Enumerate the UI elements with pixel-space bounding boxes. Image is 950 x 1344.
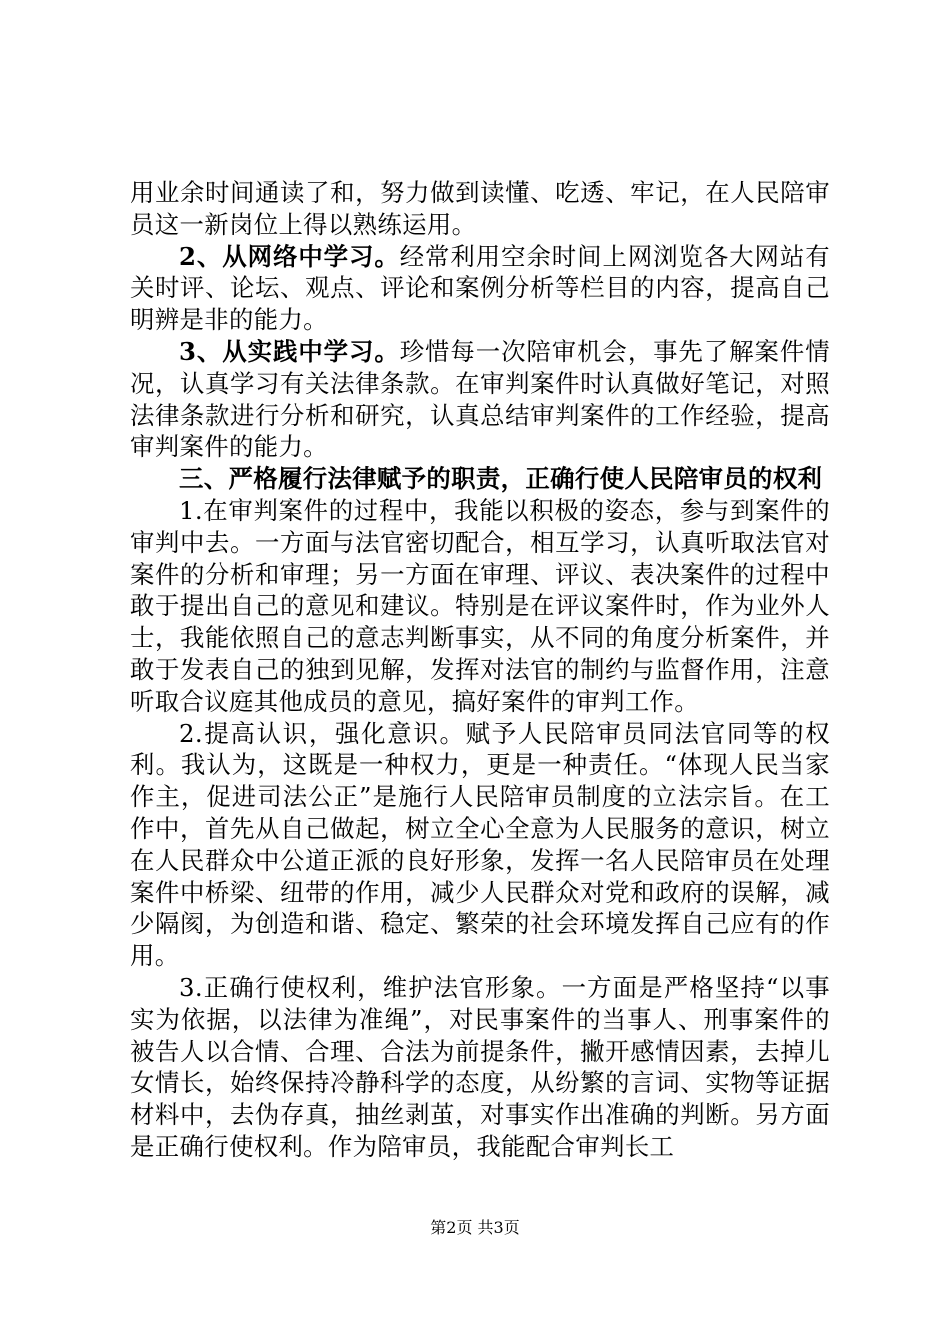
paragraph-learn-from-network (130, 241, 830, 336)
page-number-label: 第2页 共3页 (430, 1218, 520, 1237)
section-heading-three: 三、严格履行法律赋予的职责，正确行使人民陪审员的权利 (179, 464, 823, 494)
page-footer (0, 1215, 950, 1238)
paragraph-learn-from-practice (130, 336, 830, 463)
paragraph-item-3: 3.正确行使权利，维护法官形象。一方面是严格坚持“以事实为依据，以法律为准绳”，对民事案件的当事人、刑事案件的被告人以合情、合理、合法为前提条件，撇开感情因素，去掉儿女情长，始终保持冷静科学的态度，从纷繁的言词、实物等证据材料中，去伪存真，抽丝剥茧，对事实作出准确的判断。另方面是正确行使权利。作为陪审员，我能配合审判长工 (130, 972, 830, 1161)
paragraph-item-2: 2.提高认识，强化意识。赋予人民陪审员同法官同等的权利。我认为，这既是一种权力，更是一种责任。“体现人民当家作主，促进司法公正”是施行人民陪审员制度的立法宗旨。在工作中，首先从自己做起，树立全心全意为人民服务的意识，树立在人民群众中公道正派的良好形象，发挥一名人民陪审员在处理案件中桥梁、纽带的作用，减少人民群众对党和政府的误解，减少隔阂，为创造和谐、稳定、繁荣的社会环境发挥自己应有的作用。 (130, 718, 830, 971)
document-body (130, 177, 830, 1163)
paragraph-text-practice: 珍惜每一次陪审机会，事先了解案件情况，认真学习有关法律条款。在审判案件时认真做好笔记，对照法律条款进行分析和研究，认真总结审判案件的工作经验，提高审判案件的能力。 (130, 336, 830, 462)
paragraph-lead-network: 2、从网络中学习。 (179, 241, 400, 271)
paragraph-item-1: 1.在审判案件的过程中，我能以积极的姿态，参与到案件的审判中去。一方面与法官密切配合，相互学习，认真听取法官对案件的分析和审理；另一方面在审理、评议、表决案件的过程中敢于提出自己的意见和建议。特别是在评议案件时，作为业外人士，我能依照自己的意志判断事实，从不同的角度分析案件，并敢于发表自己的独到见解，发挥对法官的制约与监督作用，注意听取合议庭其他成员的意见，搞好案件的审判工作。 (130, 495, 830, 716)
paragraph-text-network: 经常利用空余时间上网浏览各大网站有关时评、论坛、观点、评论和案例分析等栏目的内容，提高自己明辨是非的能力。 (130, 241, 830, 335)
paragraph-continuation: 用业余时间通读了和，努力做到读懂、吃透、牢记，在人民陪审员这一新岗位上得以熟练运用。 (130, 178, 830, 239)
paragraph-lead-practice: 3、从实践中学习。 (179, 336, 400, 366)
